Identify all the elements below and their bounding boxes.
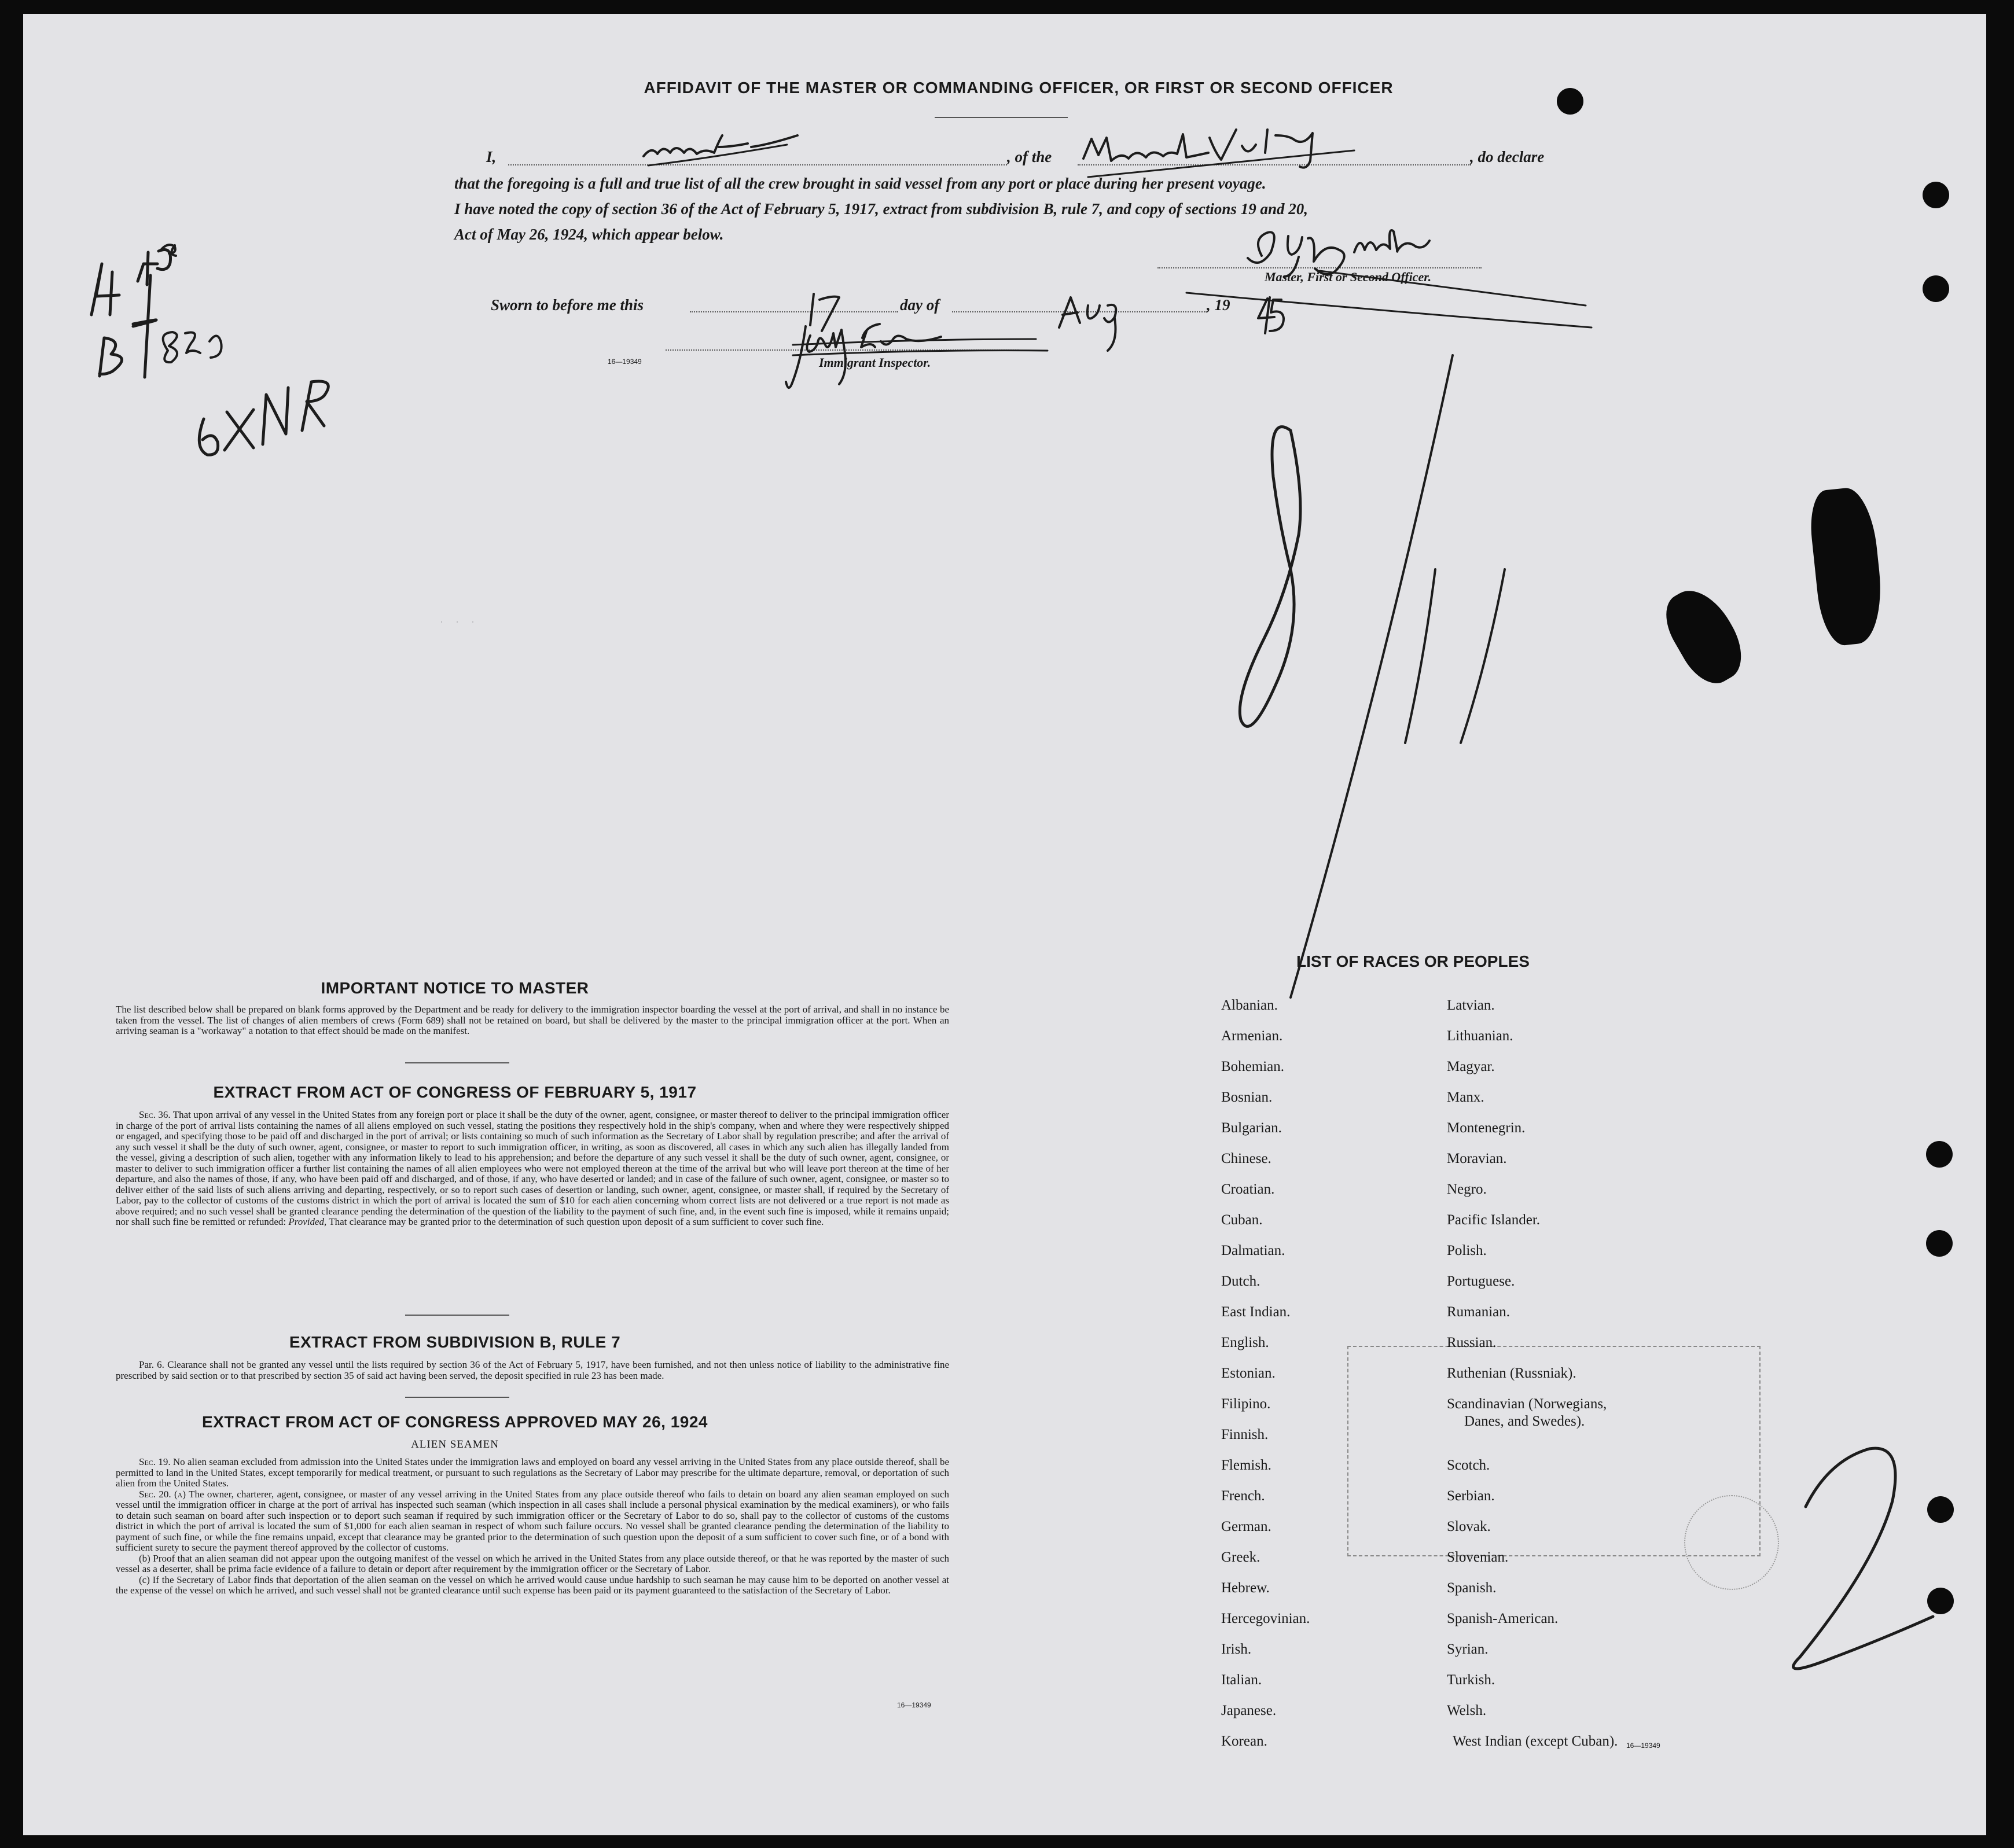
declaration-line-2: that the foregoing is a full and true list of all the crew brought in said vessel from any port or place during her present voyage.	[454, 175, 1266, 192]
sec-36-label: Sec. 36.	[139, 1109, 171, 1120]
punch-hole-1	[1557, 88, 1583, 115]
declaration-line-3: I have noted the copy of section 36 of the Act of February 5, 1917, extract from subdivision B, rule 7, and copy of sections 19 and 20,	[454, 200, 1308, 218]
race-left-item: Croatian.	[1221, 1181, 1275, 1197]
race-left-item: Hebrew.	[1221, 1580, 1270, 1596]
divider-3	[405, 1397, 509, 1398]
race-right-item: Magyar.	[1447, 1059, 1495, 1074]
race-left-item: East Indian.	[1221, 1304, 1291, 1320]
race-left-item: Dalmatian.	[1221, 1243, 1285, 1258]
sec-20-label: Sec. 20. (a)	[139, 1488, 186, 1500]
race-left-item: German.	[1221, 1519, 1271, 1534]
declaration-line-4: Act of May 26, 1924, which appear below.	[454, 226, 724, 243]
handwritten-margin-code	[199, 381, 328, 455]
handwritten-corner-number	[1794, 1448, 1933, 1669]
race-left-item: Japanese.	[1221, 1703, 1277, 1718]
race-left-item: Greek.	[1221, 1549, 1260, 1565]
extract-1924-heading: EXTRACT FROM ACT OF CONGRESS APPROVED MAY 26, 1924	[202, 1413, 708, 1431]
race-right-item: Danes, and Swedes).	[1464, 1413, 1585, 1429]
race-right-item: Slovenian.	[1447, 1549, 1509, 1565]
handwritten-officer-signature	[1248, 230, 1586, 305]
divider-2	[405, 1315, 509, 1316]
race-right-item: West Indian (except Cuban).	[1453, 1733, 1618, 1749]
race-right-item: Negro.	[1447, 1181, 1487, 1197]
extract-1924-body	[116, 1457, 949, 1596]
race-left-item: Bohemian.	[1221, 1059, 1285, 1074]
punch-hole-7	[1927, 1588, 1954, 1614]
race-right-item: Spanish-American.	[1447, 1611, 1559, 1626]
form-number-top: 16—19349	[608, 358, 642, 366]
race-right-item: Spanish.	[1447, 1580, 1497, 1596]
sec-20c-paragraph: (c) If the Secretary of Labor finds that deportation of the alien seaman on the vessel on which he arrived would cause undue hardship to such seaman he may cause him to be deported on another vessel at the expense of the vessel on which he arrived, and such vessel shall not be granted clearance until such expense has been paid or its payment guaranteed to the satisfaction of the Secretary of Labor.	[116, 1574, 949, 1596]
race-left-item: Flemish.	[1221, 1457, 1271, 1473]
race-left-item: Irish.	[1221, 1641, 1252, 1657]
alien-seamen-subheading: ALIEN SEAMEN	[411, 1438, 499, 1451]
handwritten-vessel-name	[1083, 130, 1354, 177]
punch-hole-3	[1923, 275, 1949, 302]
sec-20a-paragraph	[116, 1489, 949, 1554]
notice-body: The list described below shall be prepared on blank forms approved by the Department and be ready for delivery to the immigration inspector boarding the vessel at the port of arrival, and shall in no instance be taken from the vessel. The list of changes of alien members of crews (Form 689) shall not be retained on board, but shall be delivered by the master to the principal immigration officer at the port. When an arriving seaman is a "workaway" a notation to that effect should be made on the manifest.	[116, 1004, 949, 1036]
race-right-item: Slovak.	[1447, 1519, 1491, 1534]
race-left-item: Bosnian.	[1221, 1089, 1273, 1105]
sec-20b-paragraph: (b) Proof that an alien seaman did not appear upon the outgoing manifest of the vessel on which he arrived in the United States from any place outside thereof, or that he was reported by the master of such vessel as a deserter, shall be prima facie evidence of a failure to detain or deport after requirement by the immigration officer or the Secretary of Labor.	[116, 1552, 949, 1574]
race-left-item: Armenian.	[1221, 1028, 1283, 1044]
extract-1917-body	[116, 1110, 949, 1228]
race-left-item: Albanian.	[1221, 997, 1278, 1013]
punch-hole-4	[1926, 1141, 1953, 1168]
race-left-item: Hercegovinian.	[1221, 1611, 1310, 1626]
race-right-item: Syrian.	[1447, 1641, 1489, 1657]
race-right-item: Serbian.	[1447, 1488, 1495, 1504]
day-of-label: day of	[900, 296, 940, 314]
race-right-item: Scandinavian (Norwegians,	[1447, 1396, 1607, 1412]
sec-19-text: No alien seaman excluded from admission into the United States under the immigration laws and employed on board any vessel arriving in the United States from any place outside thereof, shall be permitted to land in the United States, except temporarily for medical treatment, or pursuant to such regulations as the Secretary of Labor may prescribe for the ultimate departure, removal, or deportation of such alien from the United States.	[116, 1456, 950, 1489]
race-left-item: Dutch.	[1221, 1273, 1260, 1289]
handwritten-margin-notes	[91, 245, 222, 377]
race-right-item: Welsh.	[1447, 1703, 1487, 1718]
punch-hole-5	[1926, 1230, 1953, 1257]
inspector-label: Immigrant Inspector.	[819, 355, 931, 370]
i-label: I,	[486, 148, 497, 165]
officer-label: Master, First or Second Officer.	[1265, 270, 1432, 284]
form-number-right: 16—19349	[1626, 1742, 1660, 1750]
race-right-item: Ruthenian (Russniak).	[1447, 1365, 1576, 1381]
year-label: , 19	[1207, 296, 1230, 314]
race-right-item: Portuguese.	[1447, 1273, 1515, 1289]
handwritten-sworn-day	[810, 294, 839, 331]
race-left-item: Italian.	[1221, 1672, 1262, 1688]
handwritten-inspector-signature	[786, 324, 1048, 388]
affidavit-title: AFFIDAVIT OF THE MASTER OR COMMANDING OFFICER, OR FIRST OR SECOND OFFICER	[644, 79, 1394, 97]
rule-7-body: Par. 6. Clearance shall not be granted any vessel until the lists required by section 36 of the Act of February 5, 1917, have been furnished, and not then unless notice of liability to the administrative fine prescribed by said section or to that prescribed by section 35 of said act having been served, the deposit specified in rule 23 has been made.	[116, 1359, 949, 1381]
sec-36-text: That upon arrival of any vessel in the United States from any foreign port or place it shall be the duty of the owner, agent, consignee, or master thereof to deliver to the principal immigration officer in charge of the port of arrival lists containing the names of all aliens employed on such vessel, stating the positions they respectively hold in the ship's company, when and where they were respectively shipped or engaged, and specifying those to be paid off and discharged in the port of arrival; or lists containing so much of such information as the Secretary of Labor shall by regulation prescribe; and after the arrival of any such vessel it shall be the duty of such owner, agent, consignee, or master to report to such immigration officer, in writing, as soon as discovered, all cases in which any such alien has illegally landed from the vessel, giving a description of such alien, together with any information likely to lead to his apprehension; and before the departure of any such vessel it shall be the duty of such owner, agent, consignee, or master to deliver to such immigration officer a further list containing the names of all alien employees who were not employed thereon at the time of the arrival but who will leave port thereon at the time of her departure, and also the names of those, if any, who have been paid off and discharged, and of those, if any, who have deserted or landed; and in case of the failure of such owner, agent, consignee, or master so to deliver either of the said lists of such aliens arriving and departing, respectively, or so to report such cases of desertion or landing, such owner, agent, consignee, or master shall, if required by the Secretary of Labor, pay to the collector of customs of the customs district in which the port of arrival is located the sum of $10 for each alien concerning whom correct lists are not delivered or a true report is not made as above required; and no such vessel shall be granted clearance pending the determination of the question of the liability to the payment of such fine, and, in the event such fine is imposed, while it remains unpaid; nor shall such fine be remitted or refunded:	[116, 1109, 949, 1227]
do-declare-label: , do declare	[1470, 148, 1545, 165]
document-page	[23, 14, 1986, 1835]
form-number-left: 16—19349	[897, 1701, 931, 1709]
sec-19-paragraph	[116, 1457, 949, 1489]
handwritten-rank	[644, 135, 797, 165]
handwritten-sworn-month	[1059, 297, 1116, 351]
race-left-item: Cuban.	[1221, 1212, 1263, 1228]
race-right-item: Manx.	[1447, 1089, 1484, 1105]
handwritten-large-number	[1240, 355, 1505, 997]
race-right-item: Moravian.	[1447, 1151, 1507, 1166]
sworn-label: Sworn to before me this	[491, 296, 644, 314]
punch-hole-2	[1923, 182, 1949, 208]
bleed-through-mark-1: · · ·	[440, 616, 479, 627]
faint-seal	[1684, 1495, 1779, 1590]
race-right-item: Turkish.	[1447, 1672, 1495, 1688]
extract-1917-heading: EXTRACT FROM ACT OF CONGRESS OF FEBRUARY 5, 1917	[213, 1083, 697, 1101]
race-left-item: Finnish.	[1221, 1427, 1269, 1442]
sec-19-label: Sec. 19.	[139, 1456, 171, 1467]
race-left-item: Korean.	[1221, 1733, 1267, 1749]
race-left-item: Filipino.	[1221, 1396, 1271, 1412]
race-right-item: Russian.	[1447, 1335, 1497, 1350]
punch-hole-6	[1927, 1496, 1954, 1523]
race-left-item: English.	[1221, 1335, 1269, 1350]
race-left-item: French.	[1221, 1488, 1265, 1504]
proviso-text: That clearance may be granted prior to the determination of such question upon deposit of a sum sufficient to cover such fine.	[329, 1216, 824, 1227]
race-right-item: Scotch.	[1447, 1457, 1490, 1473]
race-right-item: Montenegrin.	[1447, 1120, 1526, 1136]
notice-heading: IMPORTANT NOTICE TO MASTER	[321, 979, 589, 997]
sec-20a-text: The owner, charterer, agent, consignee, or master of any vessel arriving in the United States from any place outside thereof who fails to detain on board any alien seaman employed on such vessel until the immigration officer in charge at the port of arrival has inspected such seaman (which inspection in all cases shall include a personal physical examination by the medical examiners), or who fails to detain such seaman on board after such inspection or to deport such seaman if required by such immigration officer or the Secretary of Labor to do so, shall pay to the collector of customs of the customs district in which the port of arrival is located the sum of $1,000 for each alien seaman in respect of whom such failure occurs. No vessel shall be granted clearance pending the determination of the liability to payment of such fine, or while the fine remains unpaid, except that clearance may be granted prior to the determination of such question upon the deposit of a sum sufficient to cover such fine, or of a bond with sufficient surety to secure the payment thereof approved by the collector of customs.	[116, 1488, 949, 1553]
race-right-item: Polish.	[1447, 1243, 1487, 1258]
divider-1	[405, 1062, 509, 1063]
race-right-item: Lithuanian.	[1447, 1028, 1513, 1044]
proviso-word: Provided,	[288, 1216, 327, 1227]
races-heading: LIST OF RACES OR PEOPLES	[1296, 952, 1530, 970]
race-left-item: Chinese.	[1221, 1151, 1271, 1166]
race-right-item: Pacific Islander.	[1447, 1212, 1541, 1228]
race-left-item: Estonian.	[1221, 1365, 1276, 1381]
of-the-label: , of the	[1007, 148, 1052, 165]
race-right-item: Latvian.	[1447, 997, 1495, 1013]
rule-7-heading: EXTRACT FROM SUBDIVISION B, RULE 7	[289, 1333, 621, 1351]
race-left-item: Bulgarian.	[1221, 1120, 1282, 1136]
race-right-item: Rumanian.	[1447, 1304, 1510, 1320]
